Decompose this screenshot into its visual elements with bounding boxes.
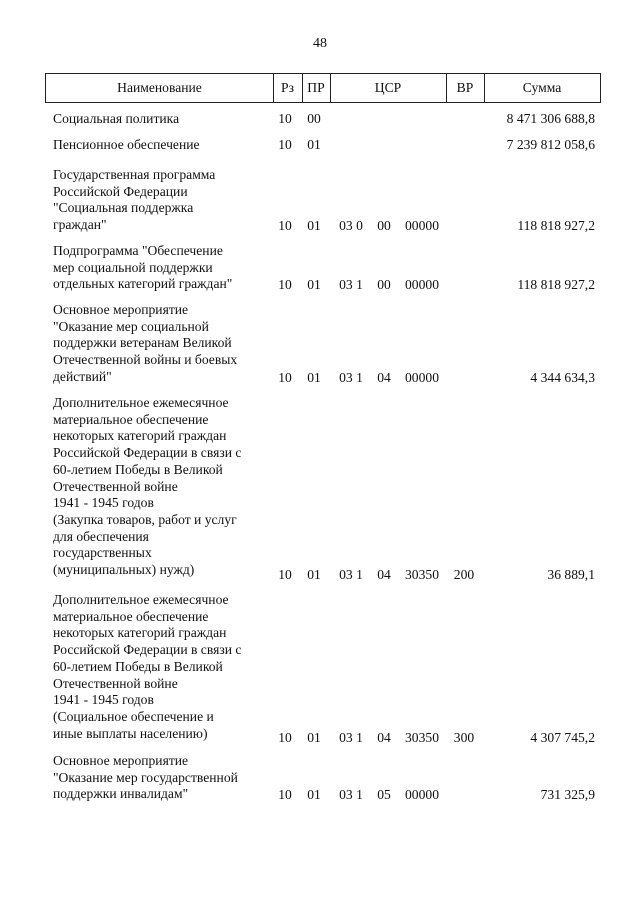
row-csr-group: 05 <box>377 787 391 803</box>
row-csr-group: 00 <box>377 218 391 234</box>
header-pr: ПР <box>307 80 325 95</box>
row-rz: 10 <box>278 370 292 386</box>
table-row <box>0 753 640 804</box>
row-rz: 10 <box>278 218 292 234</box>
row-name: Основное мероприятие "Оказание мер социальной поддержки ветеранам Великой Отечественной войны и боевых действий" <box>53 302 238 384</box>
row-sum: 36 889,1 <box>547 567 595 583</box>
table-row <box>0 111 640 128</box>
row-name: Основное мероприятие "Оказание мер государственной поддержки инвалидам" <box>53 753 238 802</box>
table-row <box>0 592 640 747</box>
row-csr-code: 00000 <box>405 370 439 386</box>
table-row <box>0 302 640 387</box>
header-csr: ЦСР <box>374 80 402 95</box>
header-name: Наименование <box>117 80 202 95</box>
header-rz: Рз <box>281 80 294 95</box>
row-csr-program: 03 1 <box>339 567 363 583</box>
row-name: Дополнительное ежемесячное материальное обеспечение некоторых категорий граждан Российской Федерации в связи с 60-летием Победы в Великой Отечественной войне 1941 - 1945 годов (Социальное обеспечение и иные выплаты населению) <box>53 592 242 741</box>
row-vr: 300 <box>453 730 475 746</box>
row-pr: 01 <box>307 218 321 234</box>
row-csr-code: 30350 <box>405 567 439 583</box>
row-pr: 01 <box>307 370 321 386</box>
row-csr-program: 03 1 <box>339 730 363 746</box>
table-row <box>0 137 640 154</box>
row-csr-code: 00000 <box>405 787 439 803</box>
row-pr: 01 <box>307 787 321 803</box>
row-csr-group: 04 <box>377 567 391 583</box>
table-row <box>0 395 640 584</box>
row-name: Дополнительное ежемесячное материальное обеспечение некоторых категорий граждан Российской Федерации в связи с 60-летием Победы в Великой Отечественной войне 1941 - 1945 годов (Закупка товаров, работ и услуг для обеспечения государственных (муниципальных) нужд) <box>53 395 242 578</box>
row-name: Социальная политика <box>53 111 180 126</box>
row-rz: 10 <box>278 567 292 583</box>
page-number: 48 <box>313 36 327 51</box>
row-name: Государственная программа Российской Федерации "Социальная поддержка граждан" <box>53 167 216 233</box>
row-sum: 4 307 745,2 <box>530 730 595 746</box>
row-rz: 10 <box>278 137 292 153</box>
row-rz: 10 <box>278 730 292 746</box>
table-row <box>0 167 640 235</box>
row-csr-group: 04 <box>377 730 391 746</box>
header-vr: ВР <box>456 80 474 95</box>
row-name: Подпрограмма "Обеспечение мер социальной поддержки отдельных категорий граждан" <box>53 243 233 292</box>
table-row <box>0 243 640 294</box>
row-pr: 01 <box>307 567 321 583</box>
row-name: Пенсионное обеспечение <box>53 137 200 152</box>
row-csr-code: 00000 <box>405 218 439 234</box>
row-csr-group: 04 <box>377 370 391 386</box>
row-csr-group: 00 <box>377 277 391 293</box>
row-csr-program: 03 1 <box>339 370 363 386</box>
row-rz: 10 <box>278 787 292 803</box>
row-rz: 10 <box>278 277 292 293</box>
row-csr-code: 00000 <box>405 277 439 293</box>
row-csr-program: 03 1 <box>339 787 363 803</box>
row-pr: 01 <box>307 730 321 746</box>
row-sum: 118 818 927,2 <box>517 277 595 293</box>
row-pr: 01 <box>307 277 321 293</box>
row-csr-program: 03 1 <box>339 277 363 293</box>
row-sum: 4 344 634,3 <box>530 370 595 386</box>
row-sum: 731 325,9 <box>540 787 595 803</box>
header-sum: Сумма <box>522 80 562 95</box>
row-pr: 00 <box>307 111 321 127</box>
row-csr-code: 30350 <box>405 730 439 746</box>
row-rz: 10 <box>278 111 292 127</box>
row-vr: 200 <box>453 567 475 583</box>
row-csr-program: 03 0 <box>339 218 363 234</box>
row-sum: 118 818 927,2 <box>517 218 595 234</box>
row-sum: 8 471 306 688,8 <box>506 111 595 127</box>
row-sum: 7 239 812 058,6 <box>506 137 595 153</box>
row-pr: 01 <box>307 137 321 153</box>
